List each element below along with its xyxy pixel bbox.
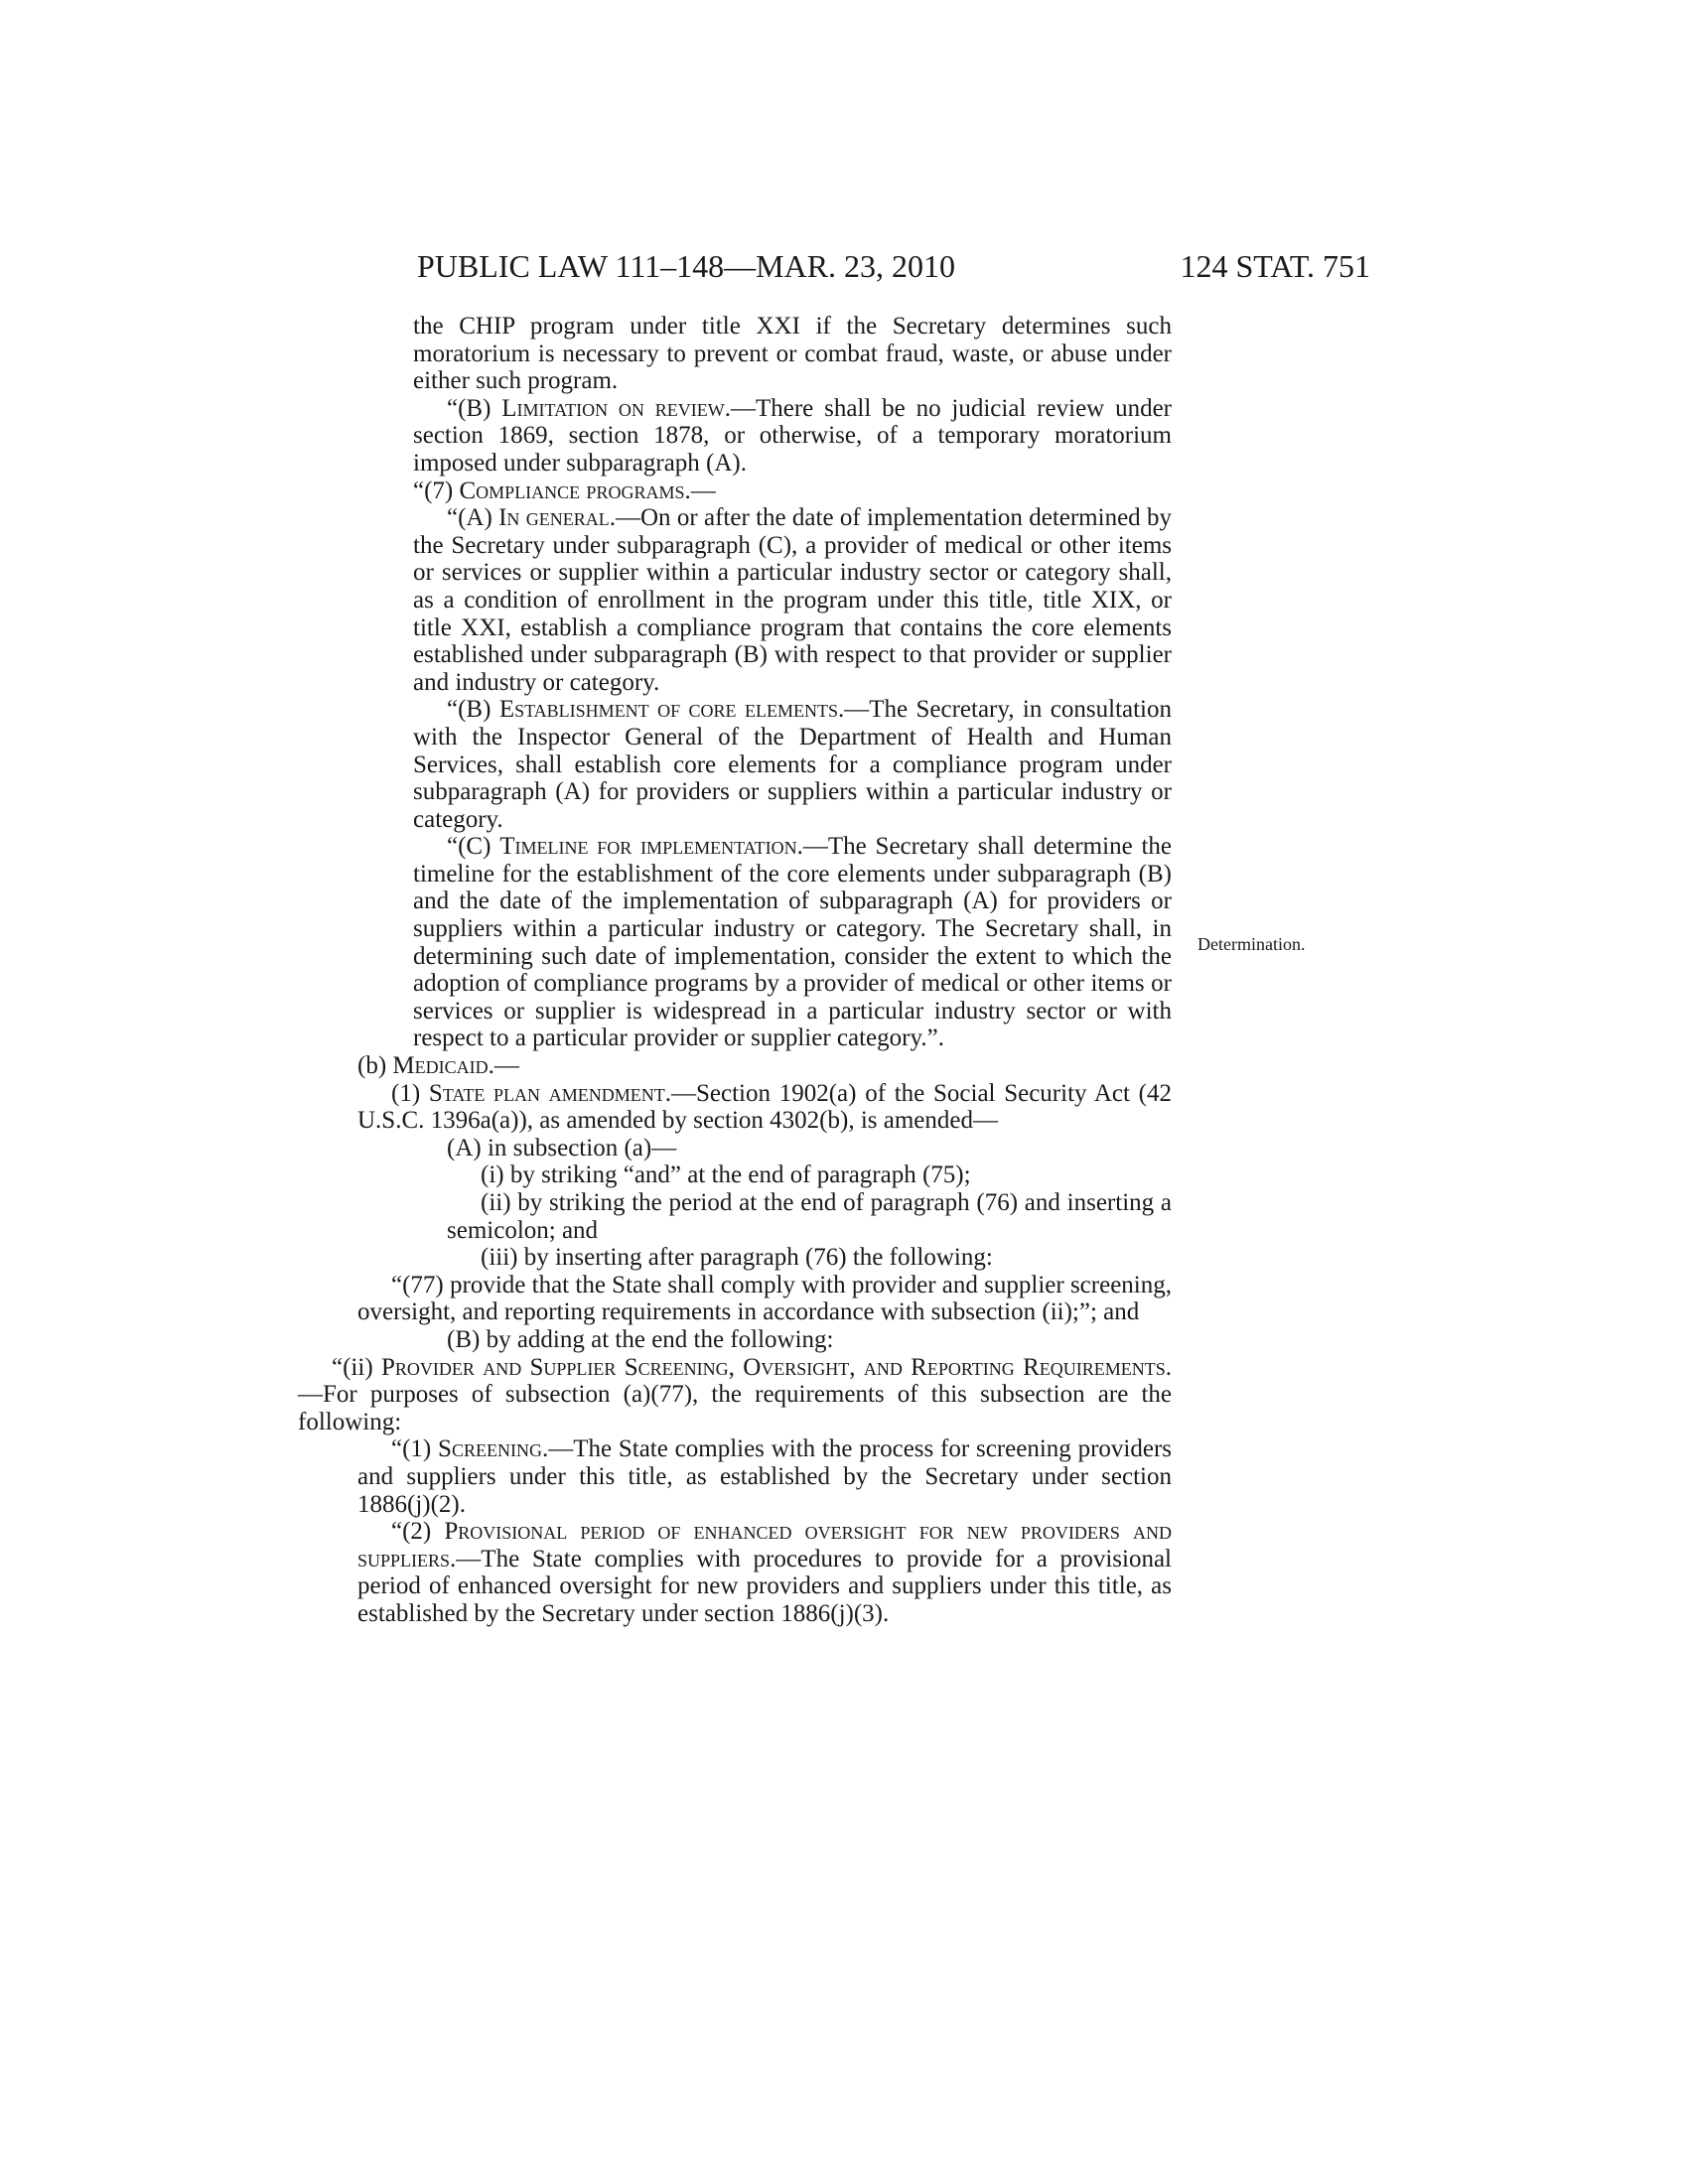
header-stat-citation: 124 STAT. 751 [1180, 248, 1370, 284]
heading-state-plan-amendment: State plan amendment [428, 1079, 665, 1107]
paragraph-state-plan-amendment: (1) State plan amendment.—Section 1902(a) of the Social Security Act (42 U.S.C. 1396a(a)), as amended by section 4302(b), is amended— [357, 1079, 1172, 1135]
document-body [298, 313, 1172, 1628]
heading-provisional-period: Provisional period of enhanced oversight for new providers and suppliers [357, 1518, 1172, 1572]
paragraph-inserting-after: (iii) by inserting after paragraph (76) the following: [481, 1244, 993, 1272]
paragraph-77-provide: “(77) provide that the State shall comply with provider and supplier screening, oversight, and reporting requirements in accordance with subsection (ii);”; and [357, 1271, 1172, 1326]
page-header [417, 246, 1370, 286]
paragraph-provisional-period: “(2) Provisional period of enhanced oversight for new providers and suppliers.—The State complies with procedures to provide for a provisional period of enhanced oversight for new providers and suppliers under this title, as established by the Secretary under section 1886(j)(3). [357, 1518, 1172, 1627]
paragraph-core-elements: “(B) Establishment of core elements.—The Secretary, in consultation with the Inspector General of the Department of Health and Human Services, shall establish core elements for a compliance program under subparagraph (A) for providers or suppliers within a particular industry or category. [413, 696, 1172, 833]
heading-compliance-programs: Compliance programs [459, 477, 685, 504]
heading-medicaid: Medicaid [392, 1052, 489, 1080]
heading-timeline: Timeline for implementation [499, 833, 797, 861]
paragraph-chip-moratorium: the CHIP program under title XXI if the Secretary determines such moratorium is necessary to prevent or combat fraud, waste, or abuse under either such program. [413, 313, 1172, 395]
heading-limitation-on-review: Limitation on review [501, 394, 725, 422]
paragraph-timeline: “(C) Timeline for implementation.—The Secretary shall determine the timeline for the establishment of the core elements under subparagraph (B) and the date of the implementation of subparagraph (A) for providers or suppliers within a particular industry or category. The Secretary shall, in determining such date of implementation, consider the extent to which the adoption of compliance programs by a provider of medical or other items or services or supplier is widespread in a particular industry sector or with respect to a particular provider or supplier category.”. [413, 833, 1173, 1052]
paragraph-screening: “(1) Screening.—The State complies with the process for screening providers and suppliers under this title, as established by the Secretary under section 1886(j)(2). [357, 1435, 1173, 1518]
paragraph-screening-requirements: “(ii) Provider and Supplier Screening, Oversight, and Reporting Requirements.—For purposes of subsection (a)(77), the requirements of this subsection are the following: [298, 1353, 1172, 1435]
heading-in-general: In general [498, 504, 610, 532]
header-title: PUBLIC LAW 111–148—MAR. 23, 2010 [417, 248, 956, 284]
heading-screening: Screening [438, 1435, 542, 1463]
margin-note: Determination. [1197, 934, 1306, 954]
paragraph-adding-at-end: (B) by adding at the end the following: [447, 1325, 834, 1353]
paragraph-in-subsection-a: (A) in subsection (a)— [447, 1134, 677, 1161]
heading-core-elements: Establishment of core elements [498, 696, 838, 724]
paragraph-striking-and: (i) by striking “and” at the end of paragraph (75); [481, 1161, 971, 1189]
paragraph-medicaid: (b) Medicaid.— [357, 1052, 519, 1080]
paragraph-limitation-on-review: “(B) Limitation on review.—There shall be no judicial review under section 1869, section 1878, or otherwise, of a temporary moratorium imposed under subparagraph (A). [413, 394, 1172, 477]
heading-screening-requirements: Provider and Supplier Screening, Oversight, and Reporting Requirements [380, 1353, 1166, 1381]
paragraph-compliance-programs: “(7) Compliance programs.— [413, 477, 716, 504]
paragraph-striking-period: (ii) by striking the period at the end of paragraph (76) and inserting a semicolon; and [447, 1189, 1172, 1244]
paragraph-in-general: “(A) In general.—On or after the date of implementation determined by the Secretary under subparagraph (C), a provider of medical or other items or services or supplier within a particular industry sector or category shall, as a condition of enrollment in the program under this title, title XIX, or title XXI, establish a compliance program that contains the core elements established under subparagraph (B) with respect to that provider or supplier and industry or category. [413, 504, 1172, 696]
